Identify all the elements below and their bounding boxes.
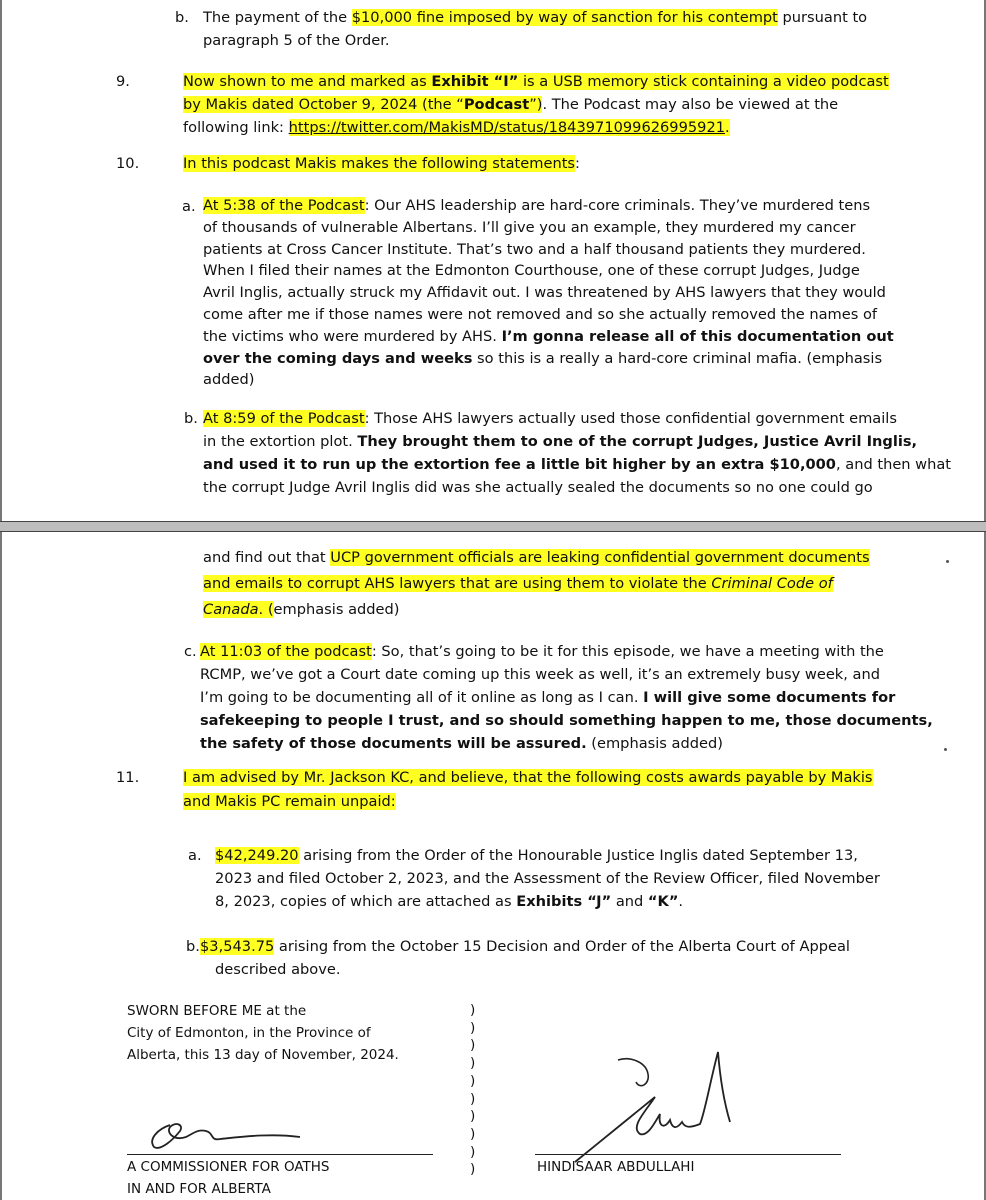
paragraph-9: Now shown to me and marked as Exhibit “I” is a USB memory stick containing a video podcast by Makis dated October 9, 2024 (the “Podcast”). The Podcast may also be viewed at the following link: https://twitter.com/MakisMD/status/1843971099626995921. [183, 73, 889, 136]
page-separator [0, 521, 986, 532]
amount-highlight: $3,543.75 [200, 938, 275, 955]
paragraph-number: 11. [116, 769, 140, 786]
timestamp-highlight: At 11:03 of the podcast [200, 643, 372, 660]
timestamp-highlight: At 8:59 of the Podcast [203, 410, 365, 427]
timestamp-highlight: At 5:38 of the Podcast [203, 197, 365, 214]
commissioner-signature-line [127, 1154, 433, 1155]
paragraph-number: 10. [116, 155, 140, 172]
costs-item-b: $3,543.75 arising from the October 15 Decision and Order of the Alberta Court of Appeal described above. [200, 938, 850, 978]
item-marker: c. [184, 643, 197, 660]
page-edge-left [0, 532, 2, 1200]
document-page-top [0, 0, 986, 521]
commissioner-signature [140, 1107, 310, 1157]
commissioner-label: A COMMISSIONER FOR OATHS IN AND FOR ALBERTA [127, 1159, 330, 1197]
list-item-a-quote: At 5:38 of the Podcast: Our AHS leadership are hard-core criminals. They’ve murdered tens of thousands of vulnerable Albertans. I’ll give you an example, they murdered my cancer patients at Cross Cancer Institute. That’s two and a half thousand patients they murdered. When I filed their names at the Edmonton Courthouse, one of these corrupt Judges, Judge Avril Inglis, actually struck my Affidavit out. I was threatened by AHS lawyers that they would come after me if those names were not removed and so she actually removed the names of the victims who were murdered by AHS. I’m gonna release all of this documentation out over the coming days and weeks so this is a really a hard-core criminal mafia. (emphasis added) [203, 197, 894, 389]
sworn-statement: SWORN BEFORE ME at the City of Edmonton, in the Province of Alberta, this 13 day of November, 2024. [127, 1003, 399, 1063]
costs-item-a: $42,249.20 arising from the Order of the Honourable Justice Inglis dated September 13, 2023 and filed October 2, 2023, and the Assessment of the Review Officer, filed November 8, 2023, copies of which are attached as Exhibits “J” and “K”. [215, 847, 880, 910]
jurat-parentheses: ) ) ) ) ) ) ) ) ) ) [470, 1002, 476, 1178]
deponent-name: HINDISAAR ABDULLAHI [537, 1159, 695, 1175]
item-marker: a. [182, 198, 196, 215]
amount-highlight: $42,249.20 [215, 847, 299, 864]
deponent-signature-line [535, 1154, 841, 1155]
deponent-signature [560, 1022, 750, 1172]
document-page-bottom [0, 532, 986, 1200]
quote-continuation: and find out that UCP government officials are leaking confidential government documents and emails to corrupt AHS lawyers that are using them to violate the Criminal Code of Canada. (emphasis added) [203, 549, 870, 618]
list-item-b-quote: At 8:59 of the Podcast: Those AHS lawyers actually used those confidential government emails in the extortion plot. They brought them to one of the corrupt Judges, Justice Avril Inglis, and used it to run up the extortion fee a little bit higher by an extra $10,000, and then what the corrupt Judge Avril Inglis did was she actually sealed the documents so no one could go [203, 410, 952, 496]
podcast-link[interactable]: https://twitter.com/MakisMD/status/1843971099626995921 [288, 119, 726, 136]
item-marker: b. [186, 938, 200, 955]
list-item-b-fine: The payment of the $10,000 fine imposed by way of sanction for his contempt pursuant to paragraph 5 of the Order. [203, 9, 868, 49]
paragraph-10: In this podcast Makis makes the following statements: [183, 155, 580, 172]
item-marker: b. [175, 9, 189, 26]
item-marker: a. [188, 847, 202, 864]
page-edge-left [0, 0, 2, 521]
paragraph-number: 9. [116, 73, 130, 90]
item-marker: b. [184, 410, 198, 427]
paragraph-11: I am advised by Mr. Jackson KC, and believe, that the following costs awards payable by Makis and Makis PC remain unpaid: [183, 769, 873, 810]
list-item-c-quote: At 11:03 of the podcast: So, that’s going to be it for this episode, we have a meeting with the RCMP, we’ve got a Court date coming up this week as well, it’s an extremely busy week, and I’m going to be documenting all of it online as long as I can. I will give some documents for safekeeping to people I trust, and so should something happen to me, those documents, the safety of those documents will be assured. (emphasis added) [200, 643, 933, 752]
